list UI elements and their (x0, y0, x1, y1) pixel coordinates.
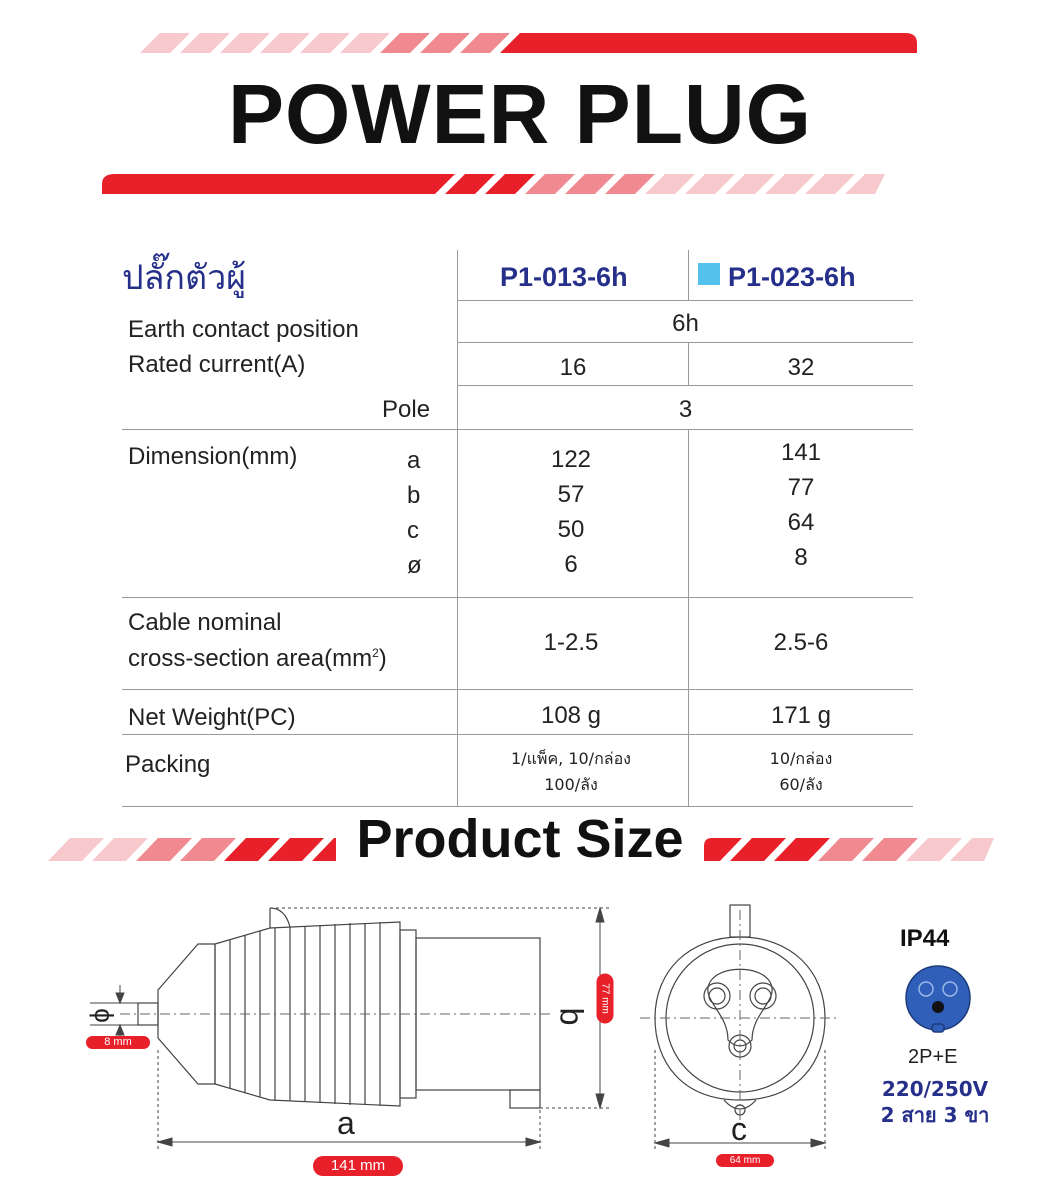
dimension-c-value-2: 64 (787, 509, 815, 536)
dimension-c-value-badge: 64 mm (716, 1154, 774, 1167)
rated-current-value-1: 16 (559, 354, 587, 381)
table-divider (458, 385, 913, 386)
model-color-swatch (698, 263, 720, 285)
dimension-a-label: a (337, 1105, 355, 1141)
table-divider (458, 300, 913, 301)
cable-label-close: ) (378, 645, 387, 672)
table-divider (122, 429, 913, 430)
packing-label: Packing (125, 751, 211, 778)
model-name-2: P1-023-6h (728, 262, 856, 292)
table-divider (458, 342, 913, 343)
dimension-key-c: c (407, 517, 419, 544)
dimension-b-value-1: 57 (557, 481, 585, 508)
dimension-c-label: c (731, 1111, 747, 1147)
packing-value-1-line-1: 1/แพ็ค, 10/กล่อง (511, 749, 631, 768)
dimension-phi-label: ϕ (88, 1008, 119, 1023)
table-divider (122, 806, 913, 807)
dimension-a-value-2: 141 (780, 439, 822, 466)
page-title: POWER PLUG (227, 67, 812, 161)
cable-label-line-1: Cable nominal (128, 609, 282, 636)
table-divider (688, 250, 689, 300)
net-weight-value-1: 108 g (540, 702, 602, 729)
pole-label: Pole (382, 396, 431, 423)
dimension-a-value-1: 122 (550, 446, 592, 473)
dimension-b-label: b (553, 1007, 590, 1026)
dimension-phi-value-badge: 8 mm (86, 1036, 150, 1049)
net-weight-value-2: 171 g (770, 702, 832, 729)
rated-current-label: Rated current(A) (128, 351, 306, 378)
cable-value-1: 1-2.5 (543, 629, 599, 656)
socket-voltage-block (880, 1076, 990, 1128)
socket-face-icon (900, 960, 976, 1036)
cable-label-superscript: 2 (372, 646, 379, 660)
dimension-c-value-1: 50 (557, 516, 585, 543)
ip-rating: IP44 (900, 925, 950, 952)
socket-voltage: 220/250V (881, 1077, 989, 1101)
dimension-key-phi: ø (407, 552, 422, 579)
cable-label-line-2 (128, 645, 387, 673)
dimension-b-value-2: 77 (787, 474, 815, 501)
table-divider (122, 597, 913, 598)
earth-contact-value: 6h (672, 310, 699, 337)
rated-current-value-2: 32 (787, 354, 815, 381)
plug-side-view-drawing (80, 900, 640, 1190)
dimension-b-value-badge: 77 mm (597, 974, 614, 1024)
table-divider (122, 734, 913, 735)
earth-contact-label: Earth contact position (128, 316, 359, 343)
packing-value-2-line-1: 10/กล่อง (769, 749, 833, 768)
net-weight-label: Net Weight(PC) (128, 704, 296, 731)
pole-value: 3 (678, 396, 693, 423)
product-size-title: Product Size (356, 809, 684, 869)
cable-value-2: 2.5-6 (773, 629, 829, 656)
socket-pole-type: 2P+E (908, 1046, 958, 1068)
socket-wires: 2 สาย 3 ขา (880, 1103, 990, 1127)
dimension-key-a: a (407, 447, 421, 474)
dimension-key-b: b (407, 482, 421, 509)
packing-value-2-line-2: 60/ลัง (779, 775, 823, 794)
table-divider (122, 689, 913, 690)
dimension-phi-value-1: 6 (564, 551, 578, 578)
dimension-a-value-badge: 141 mm (313, 1156, 403, 1176)
model-name-1: P1-013-6h (500, 262, 628, 292)
table-heading: ปลั๊กตัวผู้ (122, 258, 247, 298)
dimension-phi-value-2: 8 (794, 544, 808, 571)
dimension-label: Dimension(mm) (128, 443, 298, 470)
packing-value-1-line-2: 100/ลัง (544, 775, 598, 794)
cable-label-text: cross-section area(mm (128, 645, 373, 672)
